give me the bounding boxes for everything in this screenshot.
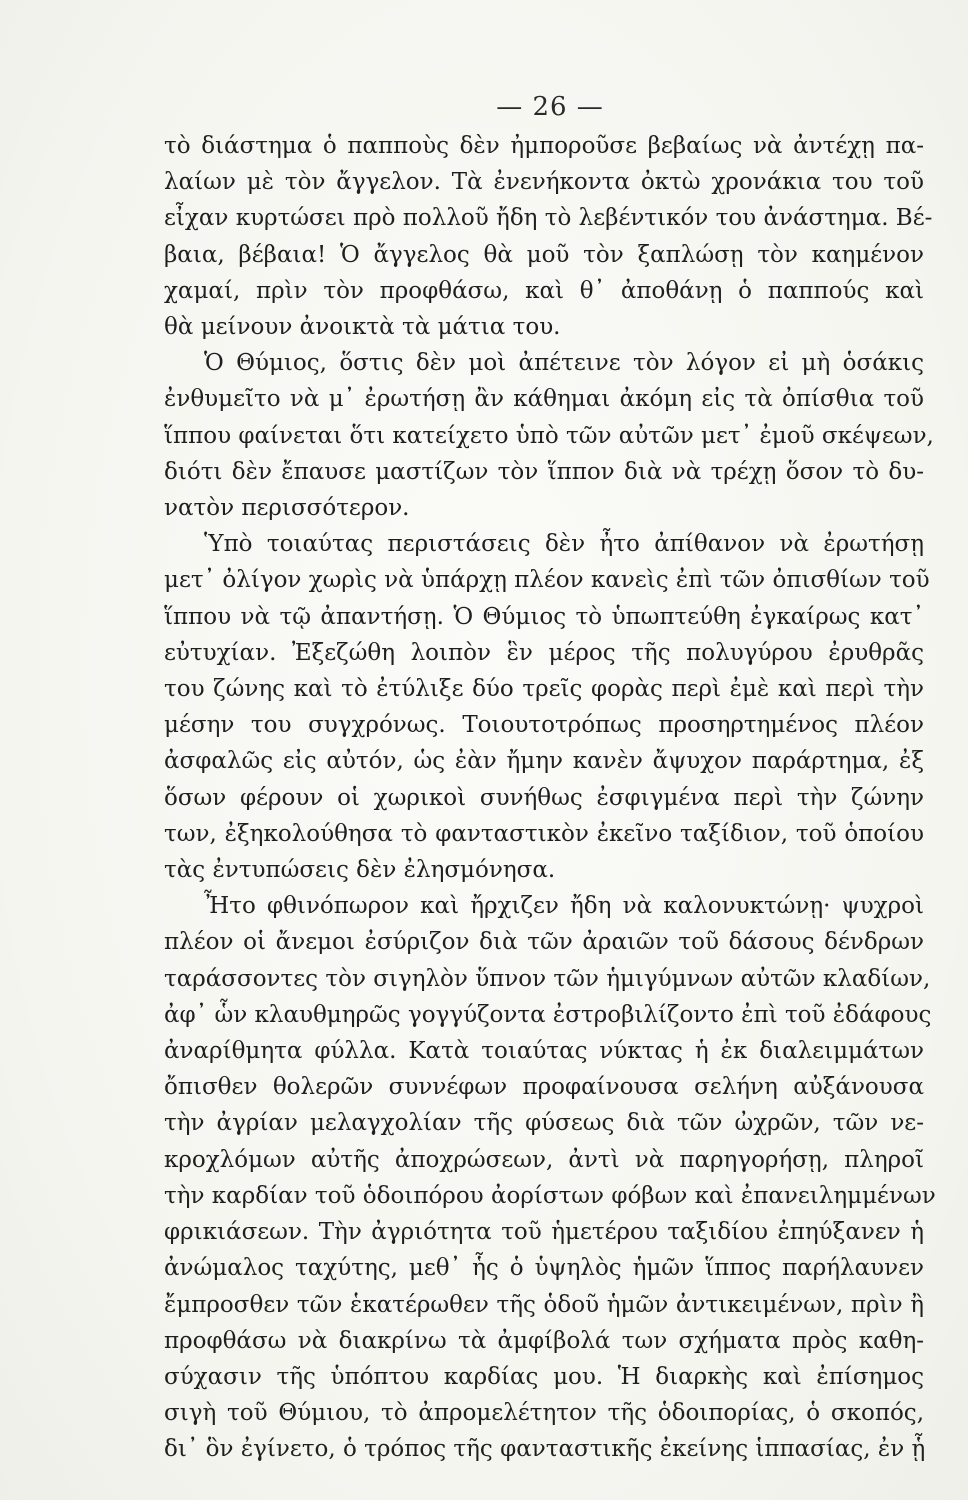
text-line: σύχασιν τῆς ὑπόπτου καρδίας μου. Ἡ διαρκὴς καὶ ἐπίσημος <box>164 1363 924 1390</box>
text-line: ἔμπροσθεν τῶν ἑκατέρωθεν τῆς ὁδοῦ ἡμῶν ἀντικειμένων, πρὶν ἢ <box>164 1291 924 1318</box>
text-line: Ὁ Θύμιος, ὅστις δὲν μοὶ ἀπέτεινε τὸν λόγον εἰ μὴ ὁσάκις <box>204 350 924 377</box>
text-line: θὰ μείνουν ἀνοικτὰ τὰ μάτια του. <box>164 314 561 341</box>
text-line: ὅσων φέρουν οἱ χωρικοὶ συνήθως ἐσφιγμένα περὶ τὴν ζώνην <box>164 784 924 811</box>
text-line: Ἦτο φθινόπωρον καὶ ἤρχιζεν ἤδη νὰ καλονυκτώνῃ· ψυχροὶ <box>204 893 924 920</box>
text-line: ἀσφαλῶς εἰς αὐτόν, ὡς ἐὰν ἤμην κανὲν ἄψυχον παράρτημα, ἐξ <box>164 748 924 775</box>
text-line: Ὑπὸ τοιαύτας περιστάσεις δὲν ἦτο ἀπίθανον νὰ ἐρωτήσῃ <box>204 531 924 558</box>
text-line: ἵππου νὰ τῷ ἀπαντήσῃ. Ὁ Θύμιος τὸ ὑπωπτεύθη ἐγκαίρως κατ᾿ <box>164 603 924 630</box>
text-line: ἀνώμαλος ταχύτης, μεθ᾿ ἧς ὁ ὑψηλὸς ἡμῶν ἵππος παρήλαυνεν <box>164 1255 924 1282</box>
text-line: φρικιάσεων. Τὴν ἀγριότητα τοῦ ἡμετέρου ταξιδίου ἐπηύξανεν ἡ <box>164 1219 924 1246</box>
text-line: ἐνθυμεῖτο νὰ μ᾿ ἐρωτήσῃ ἂν κάθημαι ἀκόμη εἰς τὰ ὀπίσθια τοῦ <box>164 386 924 413</box>
text-line: πλέον οἱ ἄνεμοι ἐσύριζον διὰ τῶν ἀραιῶν τοῦ δάσους δένδρων <box>164 929 924 956</box>
text-line: ὄπισθεν θολερῶν συννέφων προφαίνουσα σελήνη αὐξάνουσα <box>164 1074 924 1101</box>
text-line: σιγὴ τοῦ Θύμιου, τὸ ἀπρομελέτητον τῆς ὁδοιπορίας, ὁ σκοπός, <box>164 1400 924 1427</box>
body-text <box>164 128 936 1468</box>
text-line: κροχλόμων αὐτῆς ἀποχρώσεων, ἀντὶ νὰ παρηγορήσῃ, πληροῖ <box>164 1146 924 1173</box>
text-line: ἀφ᾿ ὧν κλαυθμηρῶς γογγύζοντα ἐστροβιλίζοντο ἐπὶ τοῦ ἐδάφους <box>164 1001 932 1028</box>
text-line: ταράσσοντες τὸν σιγηλὸν ὕπνον τῶν ἡμιγύμνων αὐτῶν κλαδίων, <box>164 965 931 992</box>
text-line: διότι δὲν ἔπαυσε μαστίζων τὸν ἵππον διὰ νὰ τρέχῃ ὅσον τὸ δυ- <box>164 458 924 485</box>
text-line: τὴν καρδίαν τοῦ ὁδοιπόρου ἀορίστων φόβων καὶ ἐπανειλημμένων <box>164 1182 936 1209</box>
text-line: τὰς ἐντυπώσεις δὲν ἐλησμόνησα. <box>164 857 556 884</box>
text-line: ἵππου φαίνεται ὅτι κατείχετο ὑπὸ τῶν αὐτῶν μετ᾿ ἐμοῦ σκέψεων, <box>164 422 934 449</box>
text-line: νατὸν περισσότερον. <box>164 495 410 522</box>
text-line: μέσην του συγχρόνως. Τοιουτοτρόπως προσηρτημένος πλέον <box>164 712 924 739</box>
text-line: ἀναρίθμητα φύλλα. Κατὰ τοιαύτας νύκτας ἡ ἐκ διαλειμμάτων <box>164 1038 924 1065</box>
text-line: μετ᾿ ὀλίγον χωρὶς νὰ ὑπάρχῃ πλέον κανεὶς ἐπὶ τῶν ὀπισθίων τοῦ <box>164 567 930 594</box>
text-line: τὴν ἀγρίαν μελαγχολίαν τῆς φύσεως διὰ τῶν ὠχρῶν, τῶν νε- <box>164 1110 924 1137</box>
text-line: δι᾿ ὃν ἐγίνετο, ὁ τρόπος τῆς φανταστικῆς ἐκείνης ἱππασίας, ἐν ᾗ <box>164 1436 926 1463</box>
text-line: προφθάσω νὰ διακρίνω τὰ ἀμφίβολά των σχήματα πρὸς καθη- <box>164 1327 924 1354</box>
text-line: λαίων μὲ τὸν ἄγγελον. Τὰ ἐνενήκοντα ὀκτὼ χρονάκια του τοῦ <box>164 169 924 196</box>
text-line: τὸ διάστημα ὁ παπποὺς δὲν ἠμποροῦσε βεβαίως νὰ ἀντέχῃ πα- <box>164 133 924 159</box>
text-line: εἶχαν κυρτώσει πρὸ πολλοῦ ἤδη τὸ λεβέντικόν του ἀνάστημα. Βέ- <box>164 205 933 232</box>
page-number: — 26 — <box>496 92 604 122</box>
text-line: εὐτυχίαν. Ἐξεζώθη λοιπὸν ἓν μέρος τῆς πολυγύρου ἐρυθρᾶς <box>164 639 924 666</box>
text-line: των, ἐξηκολούθησα τὸ φανταστικὸν ἐκεῖνο ταξίδιον, τοῦ ὁποίου <box>164 820 924 847</box>
text-line: χαμαί, πρὶν τὸν προφθάσω, καὶ θ᾿ ἀποθάνῃ ὁ παππούς καὶ <box>164 277 924 304</box>
text-line: βαια, βέβαια! Ὁ ἄγγελος θὰ μοῦ τὸν ξαπλώσῃ τὸν καημένον <box>164 241 924 268</box>
text-line: του ζώνης καὶ τὸ ἐτύλιξε δύο τρεῖς φορὰς περὶ ἐμὲ καὶ περὶ τὴν <box>164 676 924 703</box>
